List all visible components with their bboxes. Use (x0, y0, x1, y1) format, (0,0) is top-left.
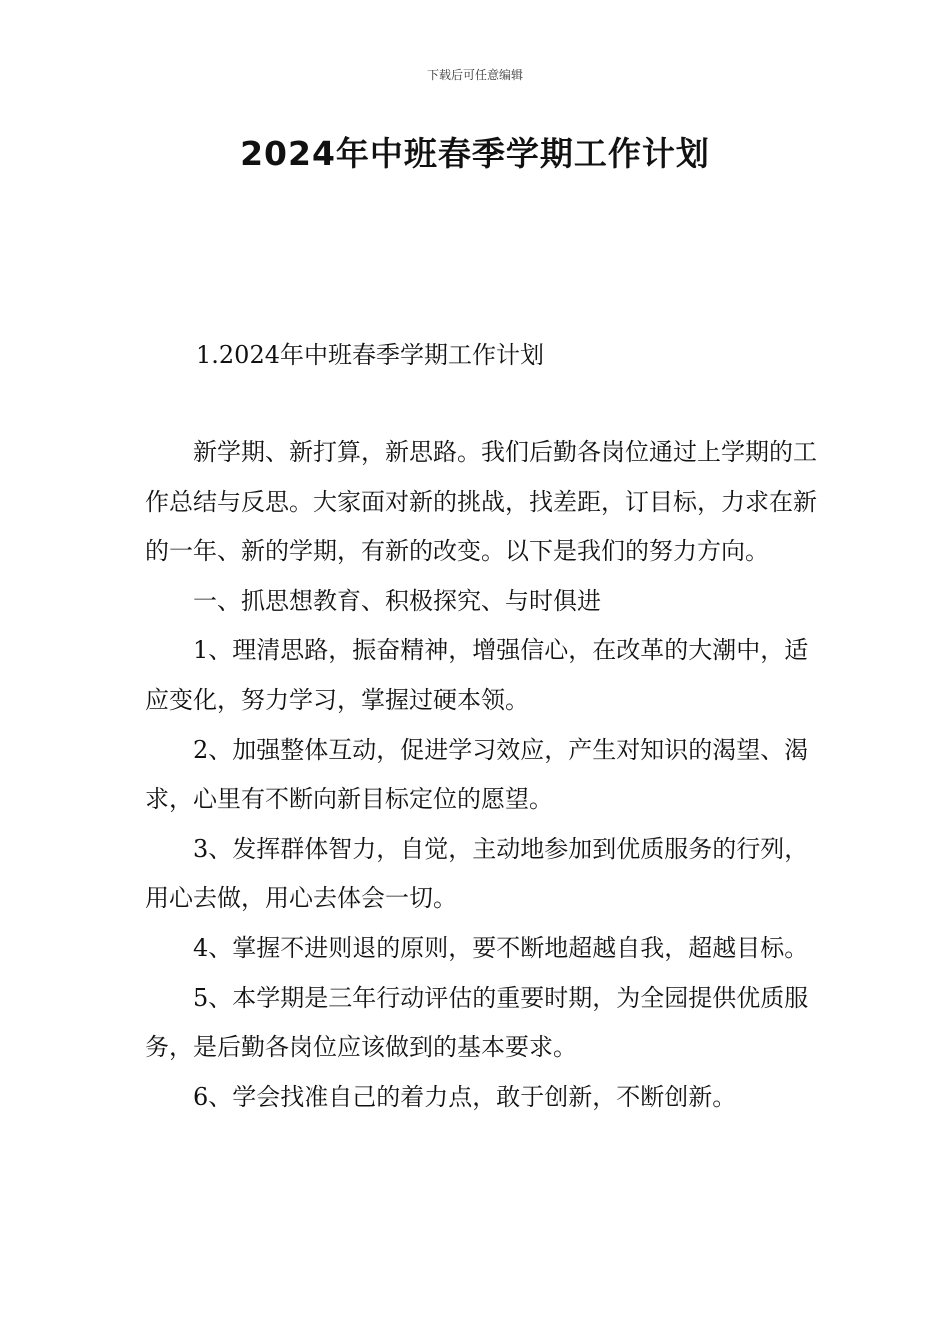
paragraph: 1、理清思路，振奋精神，增强信心，在改革的大潮中，适应变化，努力学习，掌握过硬本领。 (145, 636, 809, 714)
paragraph: 6、学会找准自己的着力点，敢于创新，不断创新。 (193, 1082, 737, 1111)
section-title: 1.2024年中班春季学期工作计划 (196, 341, 544, 369)
paragraph: 一、抓思想教育、积极探究、与时俱进 (193, 586, 601, 615)
paragraph: 2、加强整体互动，促进学习效应，产生对知识的渴望、渴求，心里有不断向新目标定位的愿望。 (145, 735, 809, 814)
header-note: 下载后可任意编辑 (426, 68, 523, 82)
paragraph: 新学期、新打算，新思路。我们后勤各岗位通过上学期的工作总结与反思。大家面对新的挑战，找差距，订目标，力求在新的一年、新的学期，有新的改变。以下是我们的努力方向。 (145, 438, 817, 566)
paragraph: 3、发挥群体智力，自觉，主动地参加到优质服务的行列，用心去做，用心去体会一切。 (145, 834, 809, 913)
paragraph: 5、本学期是三年行动评估的重要时期，为全园提供优质服务，是后勤各岗位应该做到的基本要求。 (145, 983, 809, 1062)
document-body (145, 428, 825, 1122)
document-title: 2024年中班春季学期工作计划 (240, 134, 710, 173)
paragraph: 4、掌握不进则退的原则，要不断地超越自我，超越目标。 (193, 933, 809, 962)
